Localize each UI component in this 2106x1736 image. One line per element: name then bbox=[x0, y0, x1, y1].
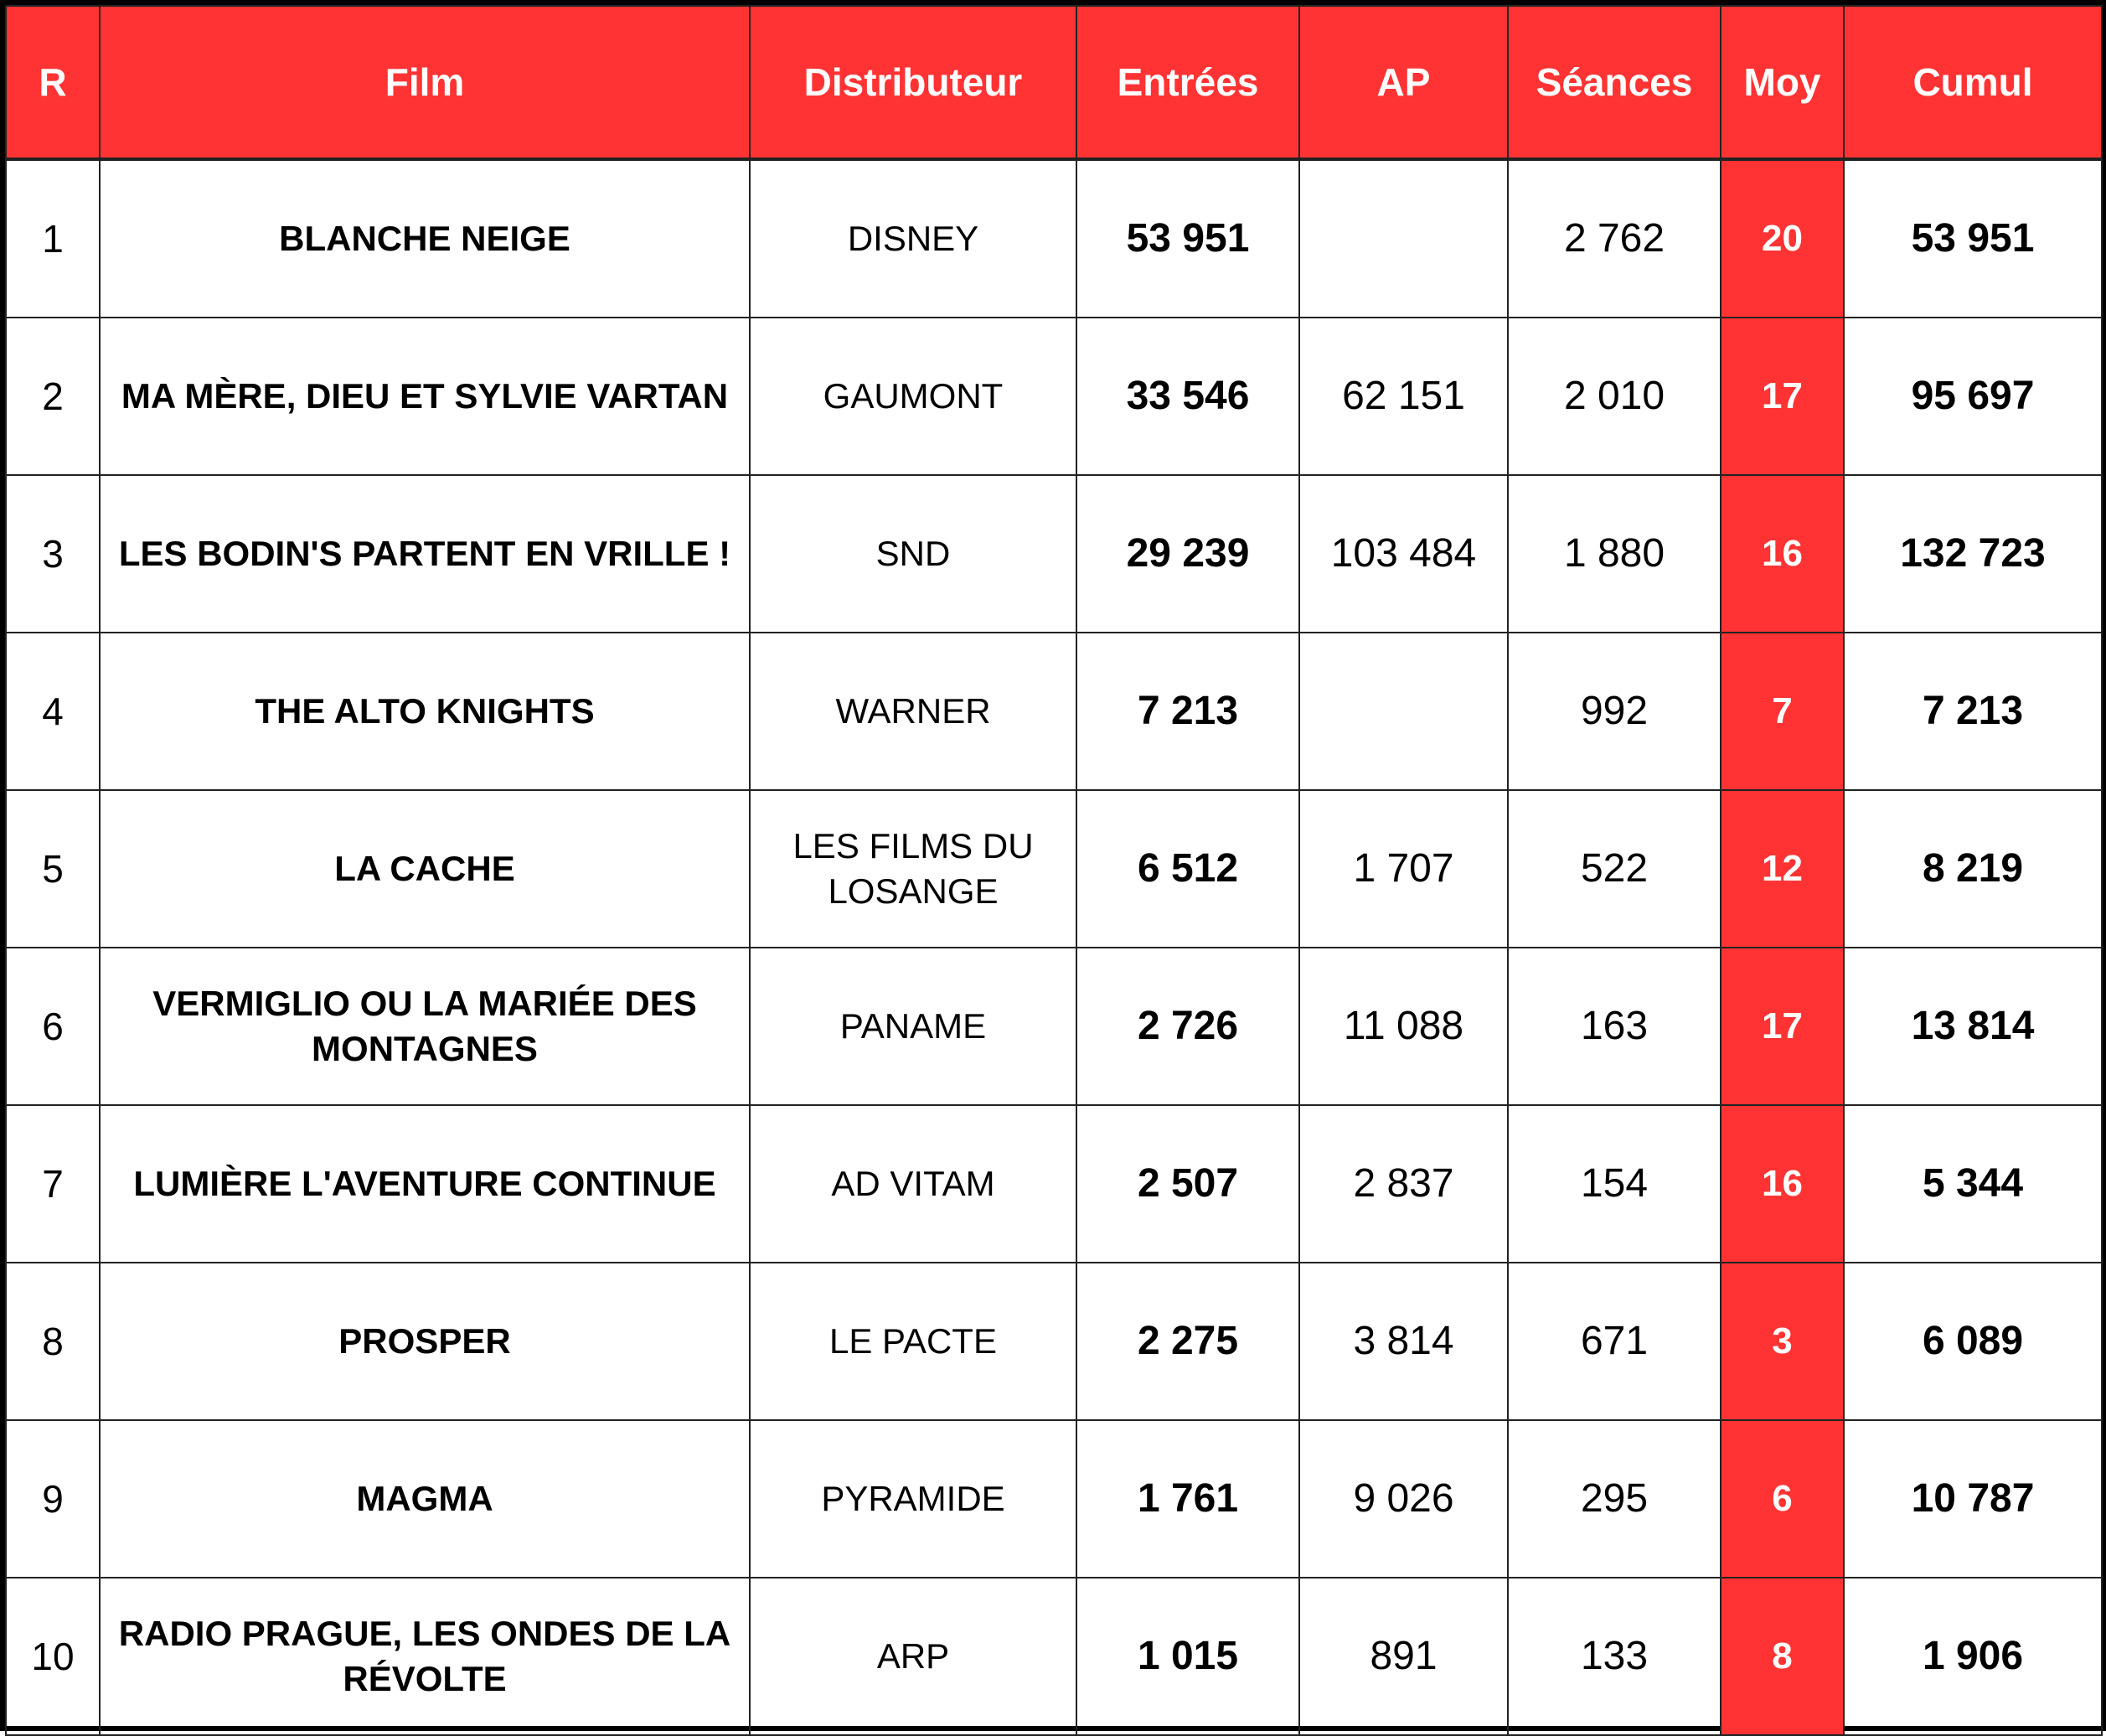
distributor-cell: DISNEY bbox=[750, 159, 1076, 318]
cumul-cell: 95 697 bbox=[1844, 318, 2102, 475]
table-row bbox=[6, 948, 2102, 1105]
rank-cell: 8 bbox=[6, 1263, 100, 1420]
entrees-cell: 7 213 bbox=[1076, 633, 1299, 790]
entrees-cell: 2 726 bbox=[1076, 948, 1299, 1105]
ap-cell: 891 bbox=[1299, 1578, 1508, 1735]
moy-cell: 17 bbox=[1721, 948, 1844, 1105]
film-title-cell: THE ALTO KNIGHTS bbox=[100, 633, 750, 790]
cumul-cell: 13 814 bbox=[1844, 948, 2102, 1105]
rank-cell: 3 bbox=[6, 475, 100, 633]
moy-cell: 3 bbox=[1721, 1263, 1844, 1420]
seances-cell: 2 762 bbox=[1508, 159, 1721, 318]
ap-cell bbox=[1299, 633, 1508, 790]
seances-cell: 992 bbox=[1508, 633, 1721, 790]
header-seances: Séances bbox=[1508, 6, 1721, 159]
moy-cell: 16 bbox=[1721, 475, 1844, 633]
moy-cell: 6 bbox=[1721, 1420, 1844, 1578]
box-office-table bbox=[5, 5, 2103, 1736]
seances-cell: 154 bbox=[1508, 1105, 1721, 1263]
entrees-cell: 29 239 bbox=[1076, 475, 1299, 633]
distributor-cell: PANAME bbox=[750, 948, 1076, 1105]
ap-cell: 3 814 bbox=[1299, 1263, 1508, 1420]
header-moy: Moy bbox=[1721, 6, 1844, 159]
header-distributor: Distributeur bbox=[750, 6, 1076, 159]
ap-cell: 62 151 bbox=[1299, 318, 1508, 475]
film-title-cell: LES BODIN'S PARTENT EN VRILLE ! bbox=[100, 475, 750, 633]
header-film: Film bbox=[100, 6, 750, 159]
cumul-cell: 132 723 bbox=[1844, 475, 2102, 633]
rank-cell: 2 bbox=[6, 318, 100, 475]
table-row bbox=[6, 475, 2102, 633]
distributor-cell: GAUMONT bbox=[750, 318, 1076, 475]
distributor-cell: PYRAMIDE bbox=[750, 1420, 1076, 1578]
table-row bbox=[6, 790, 2102, 948]
header-rank: R bbox=[6, 6, 100, 159]
distributor-cell: LE PACTE bbox=[750, 1263, 1076, 1420]
rank-cell: 4 bbox=[6, 633, 100, 790]
rank-cell: 10 bbox=[6, 1578, 100, 1735]
distributor-cell: AD VITAM bbox=[750, 1105, 1076, 1263]
entrees-cell: 53 951 bbox=[1076, 159, 1299, 318]
film-title-cell: MA MÈRE, DIEU ET SYLVIE VARTAN bbox=[100, 318, 750, 475]
seances-cell: 163 bbox=[1508, 948, 1721, 1105]
rank-cell: 5 bbox=[6, 790, 100, 948]
cumul-cell: 6 089 bbox=[1844, 1263, 2102, 1420]
film-title-cell: MAGMA bbox=[100, 1420, 750, 1578]
moy-cell: 7 bbox=[1721, 633, 1844, 790]
ap-cell: 103 484 bbox=[1299, 475, 1508, 633]
cumul-cell: 10 787 bbox=[1844, 1420, 2102, 1578]
entrees-cell: 2 275 bbox=[1076, 1263, 1299, 1420]
distributor-cell: ARP bbox=[750, 1578, 1076, 1735]
ap-cell: 11 088 bbox=[1299, 948, 1508, 1105]
table-row bbox=[6, 1420, 2102, 1578]
table-row bbox=[6, 1578, 2102, 1735]
header-row bbox=[6, 6, 2102, 159]
cumul-cell: 8 219 bbox=[1844, 790, 2102, 948]
cumul-cell: 5 344 bbox=[1844, 1105, 2102, 1263]
film-title-cell: VERMIGLIO OU LA MARIÉE DES MONTAGNES bbox=[100, 948, 750, 1105]
rank-cell: 1 bbox=[6, 159, 100, 318]
header-ap: AP bbox=[1299, 6, 1508, 159]
entrees-cell: 2 507 bbox=[1076, 1105, 1299, 1263]
seances-cell: 295 bbox=[1508, 1420, 1721, 1578]
film-title-cell: BLANCHE NEIGE bbox=[100, 159, 750, 318]
entrees-cell: 33 546 bbox=[1076, 318, 1299, 475]
ap-cell: 1 707 bbox=[1299, 790, 1508, 948]
cumul-cell: 1 906 bbox=[1844, 1578, 2102, 1735]
seances-cell: 522 bbox=[1508, 790, 1721, 948]
distributor-cell: SND bbox=[750, 475, 1076, 633]
film-title-cell: LA CACHE bbox=[100, 790, 750, 948]
distributor-cell: WARNER bbox=[750, 633, 1076, 790]
table-row bbox=[6, 1105, 2102, 1263]
entrees-cell: 1 015 bbox=[1076, 1578, 1299, 1735]
seances-cell: 133 bbox=[1508, 1578, 1721, 1735]
cumul-cell: 53 951 bbox=[1844, 159, 2102, 318]
rank-cell: 6 bbox=[6, 948, 100, 1105]
ap-cell: 2 837 bbox=[1299, 1105, 1508, 1263]
seances-cell: 671 bbox=[1508, 1263, 1721, 1420]
moy-cell: 17 bbox=[1721, 318, 1844, 475]
table-row bbox=[6, 159, 2102, 318]
moy-cell: 12 bbox=[1721, 790, 1844, 948]
table-row bbox=[6, 1263, 2102, 1420]
moy-cell: 20 bbox=[1721, 159, 1844, 318]
table-row bbox=[6, 633, 2102, 790]
table-row bbox=[6, 318, 2102, 475]
moy-cell: 8 bbox=[1721, 1578, 1844, 1735]
ap-cell: 9 026 bbox=[1299, 1420, 1508, 1578]
moy-cell: 16 bbox=[1721, 1105, 1844, 1263]
entrees-cell: 1 761 bbox=[1076, 1420, 1299, 1578]
seances-cell: 1 880 bbox=[1508, 475, 1721, 633]
seances-cell: 2 010 bbox=[1508, 318, 1721, 475]
distributor-cell: LES FILMS DU LOSANGE bbox=[750, 790, 1076, 948]
header-entrees: Entrées bbox=[1076, 6, 1299, 159]
rank-cell: 9 bbox=[6, 1420, 100, 1578]
cumul-cell: 7 213 bbox=[1844, 633, 2102, 790]
rank-cell: 7 bbox=[6, 1105, 100, 1263]
film-title-cell: LUMIÈRE L'AVENTURE CONTINUE bbox=[100, 1105, 750, 1263]
ap-cell bbox=[1299, 159, 1508, 318]
header-cumul: Cumul bbox=[1844, 6, 2102, 159]
film-title-cell: RADIO PRAGUE, LES ONDES DE LA RÉVOLTE bbox=[100, 1578, 750, 1735]
entrees-cell: 6 512 bbox=[1076, 790, 1299, 948]
film-title-cell: PROSPER bbox=[100, 1263, 750, 1420]
